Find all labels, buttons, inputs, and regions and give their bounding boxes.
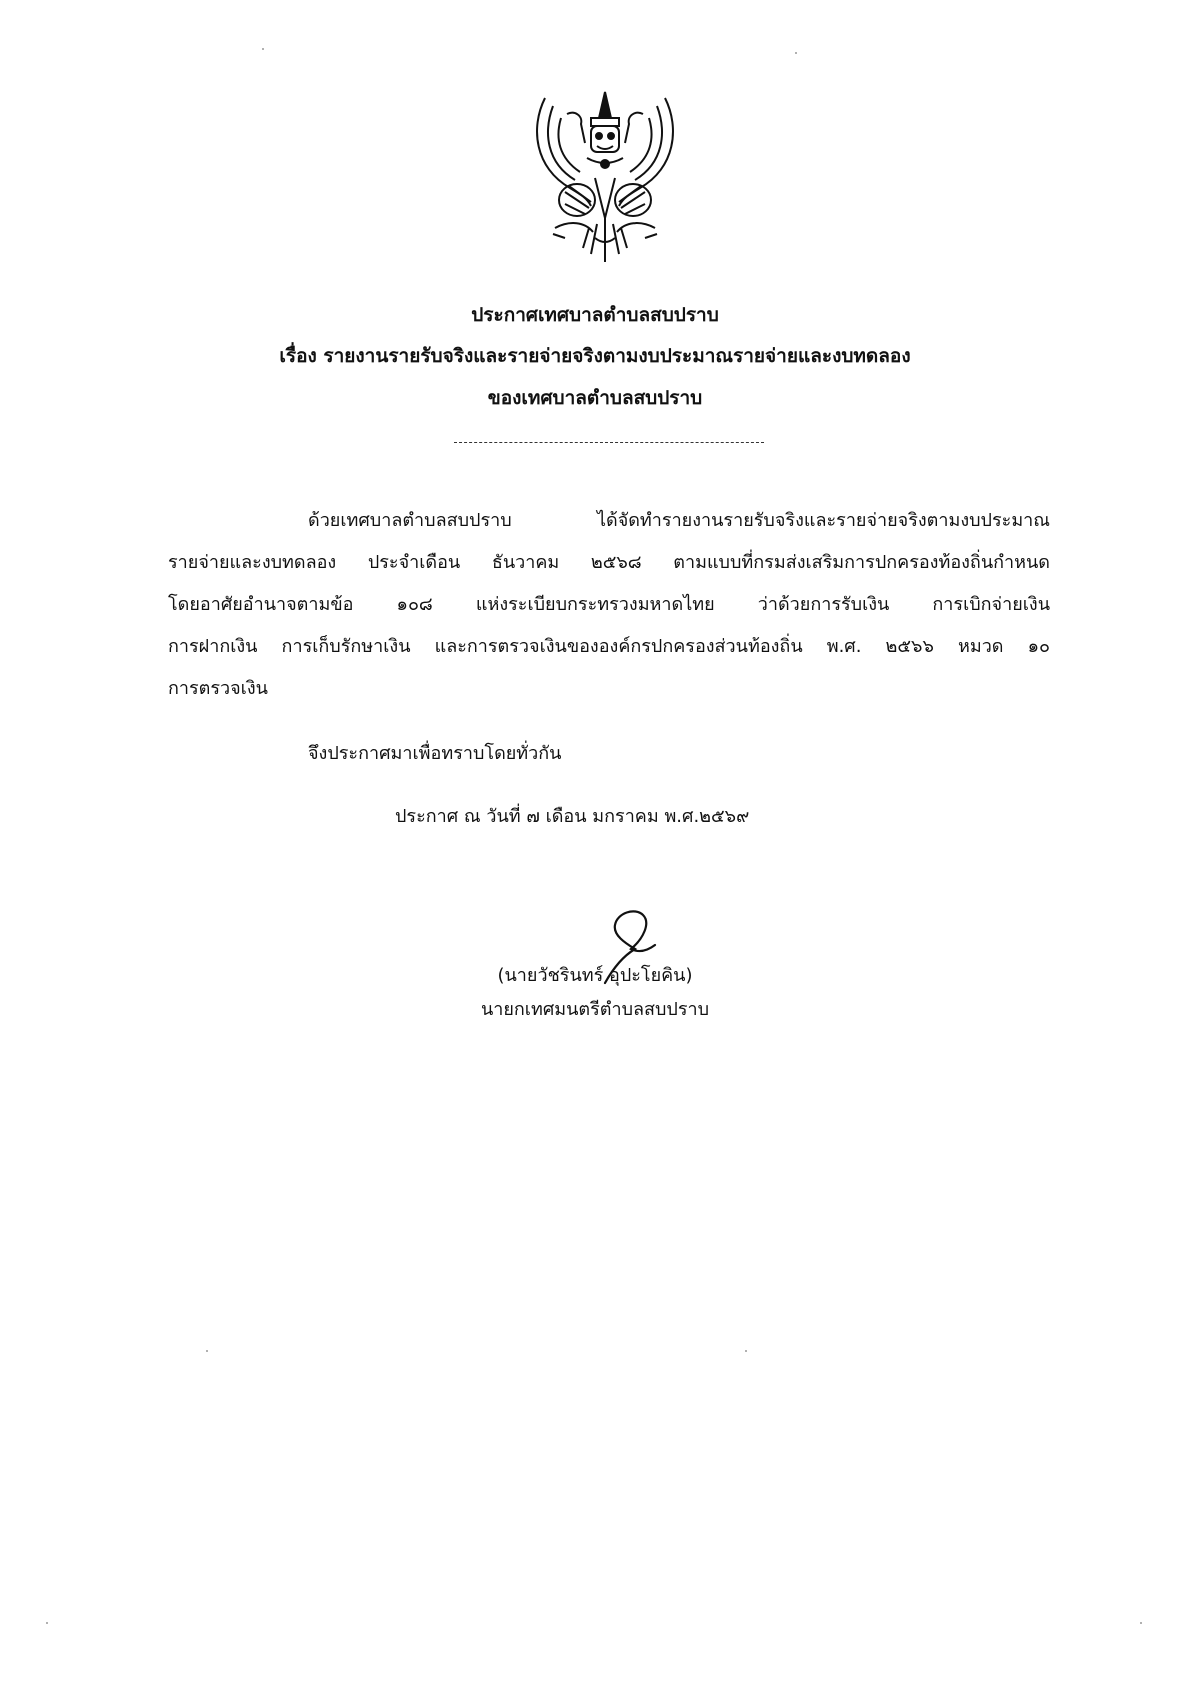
garuda-emblem-icon — [525, 88, 685, 266]
signatory-name: (นายวัชรินทร์ อุปะโยคิน) — [497, 965, 693, 986]
announcement-subject: เรื่อง รายงานรายรับจริงและรายจ่ายจริงตามงบประมาณรายจ่ายและงบทดลอง — [279, 345, 911, 367]
scan-speck — [745, 1350, 747, 1352]
scan-speck — [262, 48, 264, 50]
body-line-3: โดยอาศัยอำนาจตามข้อ ๑๐๘ แห่งระเบียบกระทรวงมหาดไทย ว่าด้วยการรับเงิน การเบิกจ่ายเงิน — [168, 594, 1050, 615]
body-line-2: รายจ่ายและงบทดลอง ประจำเดือน ธันวาคม ๒๕๖๘ ตามแบบที่กรมส่งเสริมการปกครองท้องถิ่นกำหนด — [168, 552, 1050, 573]
announcement-date: ประกาศ ณ วันที่ ๗ เดือน มกราคม พ.ศ.๒๕๖๙ — [395, 806, 750, 827]
body-line-1: ด้วยเทศบาลตำบลสบปราบ ได้จัดทำรายงานรายรับจริงและรายจ่ายจริงตามงบประมาณ — [308, 510, 1050, 531]
scan-speck — [795, 52, 797, 54]
announcement-title: ประกาศเทศบาลตำบลสบปราบ — [471, 304, 719, 326]
body-line-5: การตรวจเงิน — [168, 678, 268, 699]
scan-speck — [206, 1350, 208, 1352]
scan-speck — [1140, 1622, 1142, 1624]
signatory-position: นายกเทศมนตรีตำบลสบปราบ — [480, 999, 710, 1020]
scan-speck — [46, 1622, 48, 1624]
announcement-subject-continued: ของเทศบาลตำบลสบปราบ — [487, 387, 703, 409]
header-divider — [454, 442, 764, 443]
body-line-4: การฝากเงิน การเก็บรักษาเงิน และการตรวจเงินขององค์กรปกครองส่วนท้องถิ่น พ.ศ. ๒๕๖๖ หมวด ๑๐ — [168, 636, 1050, 657]
closing-statement: จึงประกาศมาเพื่อทราบโดยทั่วกัน — [308, 743, 562, 764]
